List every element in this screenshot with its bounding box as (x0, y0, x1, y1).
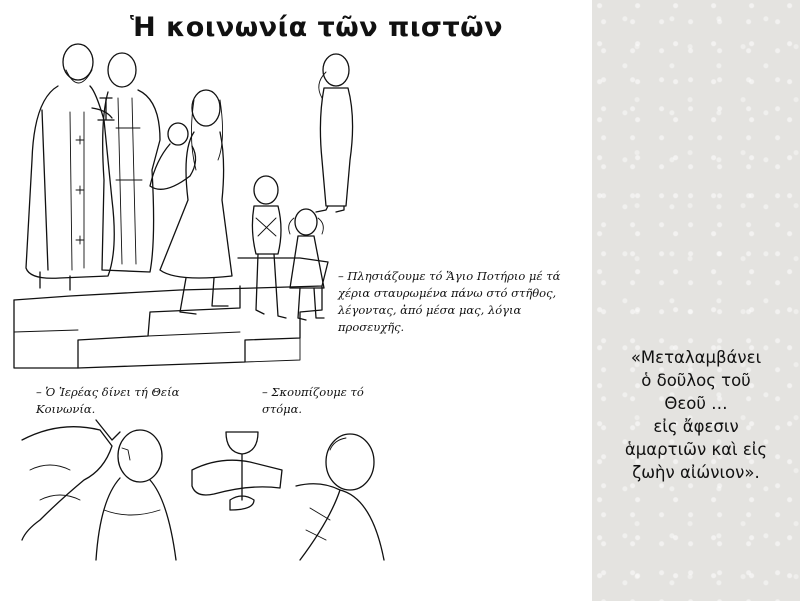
mother-and-baby-drawing (150, 90, 232, 314)
quote-line: εἰς ἄφεσιν (653, 417, 739, 436)
wiping-mouth-drawing (296, 434, 384, 560)
quote-line: ζωὴν αἰώνιον». (632, 463, 760, 482)
page-title: Ἡ κοινωνία τῶν πιστῶν (130, 12, 504, 43)
quote-line: «Μεταλαμβάνει (630, 348, 762, 367)
quote-line: Θεοῦ … (664, 394, 728, 413)
priest-figure-drawing (26, 44, 114, 290)
girl-figure-drawing (289, 209, 324, 320)
boy-figure-drawing (252, 176, 286, 318)
communion-quote (592, 346, 800, 484)
quote-line: ἁμαρτιῶν καὶ εἰς (624, 440, 768, 459)
man-crossing-himself-drawing (316, 54, 353, 212)
deacon-figure-drawing (102, 53, 160, 272)
caption-priest-gives-communion: – Ὁ Ἱερέας δίνει τή Θεία Κοινωνία. (36, 385, 180, 416)
quote-panel (592, 0, 800, 601)
quote-line: ὁ δοῦλος τοῦ (641, 371, 751, 390)
caption-approach-chalice: – Πλησιάζουμε τό Ἅγιο Ποτήριο μέ τά χέρια σταυρωμένα πάνω στό στῆθος, λέγοντας, ἀπό μέσα μας, λόγια προσευχῆς. (338, 269, 561, 334)
giving-communion-drawing (22, 420, 176, 560)
caption-wipe-mouth: – Σκουπίζουμε τό στόμα. (262, 385, 364, 416)
chalice-drawing (192, 432, 282, 510)
